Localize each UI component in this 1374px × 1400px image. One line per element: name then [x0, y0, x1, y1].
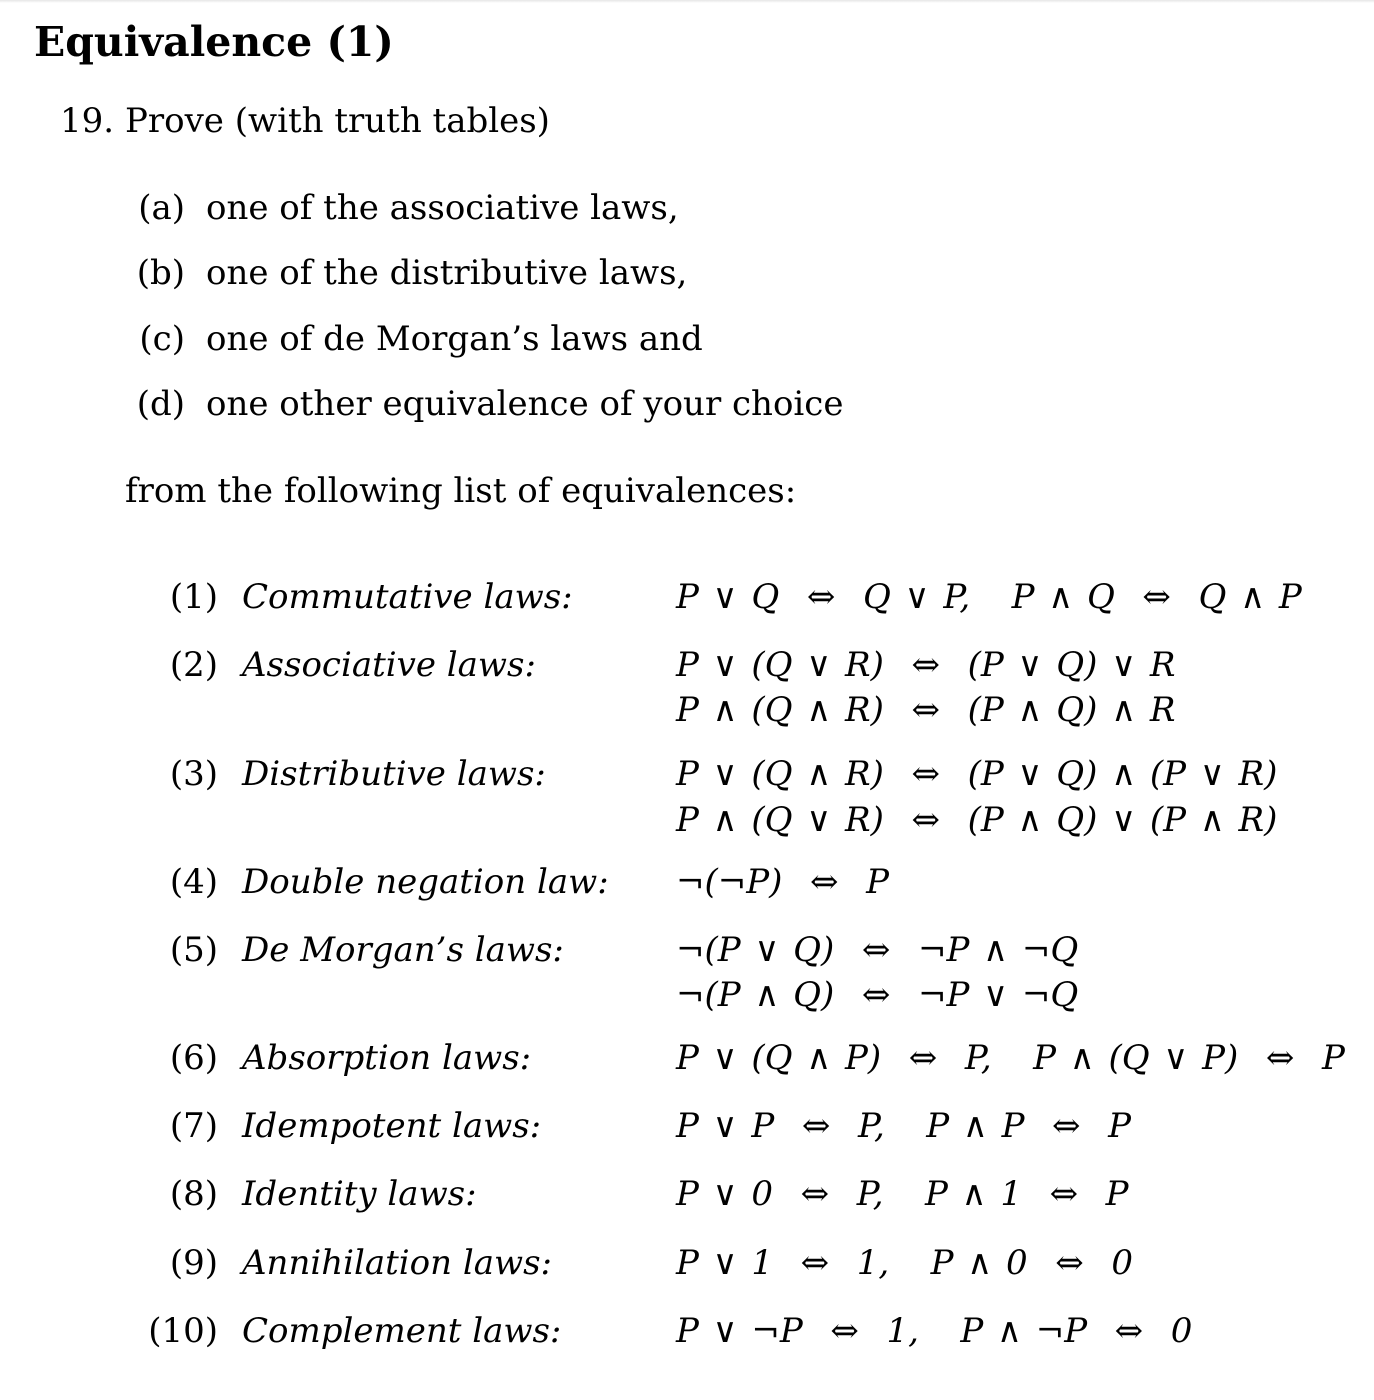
law-formula-complement: P ∨ ¬P ⇔ 1, P ∧ ¬P ⇔ 0 [676, 1311, 1193, 1351]
part-text-d: one other equivalence of your choice [206, 384, 844, 424]
law-name-associative: Associative laws: [242, 645, 536, 685]
law-number-2: (2) [169, 645, 218, 685]
law-formula-de-morgan-and: ¬(P ∧ Q) ⇔ ¬P ∨ ¬Q [676, 975, 1079, 1015]
part-label-c: (c) [139, 319, 185, 359]
law-formula-absorption: P ∨ (Q ∧ P) ⇔ P, P ∧ (Q ∨ P) ⇔ P [676, 1038, 1345, 1078]
law-formula-identity: P ∨ 0 ⇔ P, P ∧ 1 ⇔ P [676, 1174, 1129, 1214]
law-formula-distributive-or: P ∨ (Q ∧ R) ⇔ (P ∨ Q) ∧ (P ∨ R) [676, 754, 1278, 794]
law-name-de-morgan: De Morgan’s laws: [242, 930, 564, 970]
law-name-identity: Identity laws: [242, 1174, 477, 1214]
law-formula-double-negation: ¬(¬P) ⇔ P [676, 862, 889, 902]
law-name-complement: Complement laws: [242, 1311, 562, 1351]
section-title: Equivalence (1) [34, 18, 394, 66]
question-text: Prove (with truth tables) [125, 101, 550, 141]
part-text-c: one of de Morgan’s laws and [206, 319, 703, 359]
law-number-4: (4) [169, 862, 218, 902]
law-name-double-negation: Double negation law: [242, 862, 609, 902]
law-number-5: (5) [169, 930, 218, 970]
law-name-distributive: Distributive laws: [242, 754, 546, 794]
law-number-6: (6) [169, 1038, 218, 1078]
part-label-a: (a) [138, 188, 185, 228]
part-text-b: one of the distributive laws, [206, 253, 688, 293]
law-formula-idempotent: P ∨ P ⇔ P, P ∧ P ⇔ P [676, 1106, 1132, 1146]
part-label-b: (b) [136, 253, 185, 293]
page-top-edge [0, 0, 1374, 3]
part-text-a: one of the associative laws, [206, 188, 679, 228]
law-number-7: (7) [169, 1106, 218, 1146]
law-formula-distributive-and: P ∧ (Q ∨ R) ⇔ (P ∧ Q) ∨ (P ∧ R) [676, 800, 1278, 840]
law-number-10: (10) [148, 1311, 218, 1351]
list-intro-text: from the following list of equivalences: [125, 471, 797, 511]
law-number-3: (3) [169, 754, 218, 794]
law-name-absorption: Absorption laws: [242, 1038, 532, 1078]
law-formula-annihilation: P ∨ 1 ⇔ 1, P ∧ 0 ⇔ 0 [676, 1243, 1133, 1283]
law-number-9: (9) [169, 1243, 218, 1283]
law-name-commutative: Commutative laws: [242, 577, 573, 617]
law-number-1: (1) [169, 577, 218, 617]
law-name-idempotent: Idempotent laws: [242, 1106, 542, 1146]
law-number-8: (8) [169, 1174, 218, 1214]
question-number: 19. [60, 101, 115, 141]
law-name-annihilation: Annihilation laws: [242, 1243, 553, 1283]
law-formula-commutative: P ∨ Q ⇔ Q ∨ P, P ∧ Q ⇔ Q ∧ P [676, 577, 1302, 617]
law-formula-associative-or: P ∨ (Q ∨ R) ⇔ (P ∨ Q) ∨ R [676, 645, 1176, 685]
law-formula-associative-and: P ∧ (Q ∧ R) ⇔ (P ∧ Q) ∧ R [676, 690, 1176, 730]
part-label-d: (d) [136, 384, 185, 424]
law-formula-de-morgan-or: ¬(P ∨ Q) ⇔ ¬P ∧ ¬Q [676, 930, 1079, 970]
